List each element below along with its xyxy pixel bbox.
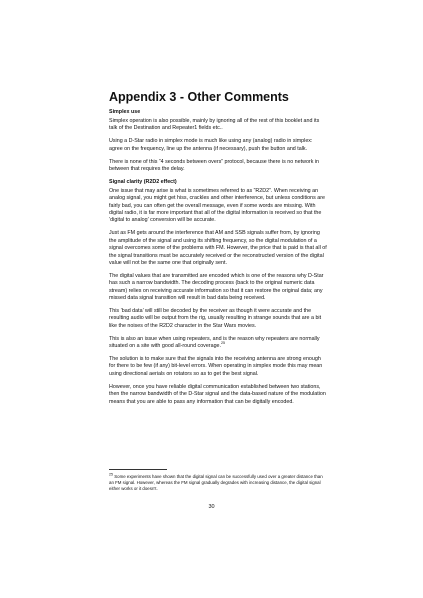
paragraph: The digital values that are transmitted are encoded which is one of the reasons why D-Star has such a narrow bandwidth. The decoding process (back to the original numeric data stream) relies on receiving accurate information so that it can restore the original data; any missed data signal transition will result in bad data being received. <box>109 272 324 302</box>
page-title: Appendix 3 - Other Comments <box>109 90 289 104</box>
paragraph: However, once you have reliable digital communication established between two stations, then the narrow bandwidth of the D-Star signal and the data-based nature of the modulation means that you are able to pass any information that can be digitally encoded. <box>109 383 326 405</box>
footnote-number: 25 <box>109 472 113 477</box>
paragraph: One issue that may arise is what is sometimes referred to as “R2D2”. When receiving an analog signal, you might get hiss, crackles and other interference, but unless conditions are fairly bad, you can often get the overall message, even if some words are missing. With digital radio, it is far more important that all of the digital information is received so that the ‘digital to analog’ conversion will be accurate. <box>109 187 325 224</box>
paragraph: This ‘bad data’ will still be decoded by the receiver as though it were accurate and the resulting audio will be output from the rig, usually resulting in strange sounds that are a bit like the noises of the R2D2 character in the Star Wars movies. <box>109 307 322 329</box>
section-heading-signal-clarity: Signal clarity (R2D2 effect) <box>109 178 177 185</box>
page-number: 30 <box>208 504 215 510</box>
page-body <box>109 109 327 411</box>
paragraph-text: This is also an issue when using repeaters, and is the reason why repeaters are normally situated on a site with good all-round coverage. <box>109 335 320 350</box>
footnote <box>109 474 327 492</box>
footnote-reference[interactable]: 25 <box>221 341 225 346</box>
paragraph-with-footnote <box>109 336 327 351</box>
footnote-divider <box>109 469 167 470</box>
footnote-text: Some experiments have shown that the digital signal can be successfully used over a greater distance than an FM signal. However, whereas the FM signal gradually degrades with increasing distance, the digital signal either works or it doesn't. <box>109 474 323 491</box>
paragraph: Just as FM gets around the interference that AM and SSB signals suffer from, by ignoring the amplitude of the signal and using its shifting frequency, so the digital modulation of a signal overcomes some of the problems with FM. However, the price that is paid is that all of the signal transitions must be accurately received or the reconstructed version of the digital value will not be the same one that originally sent. <box>109 230 327 266</box>
section-heading-simplex-use: Simplex use <box>109 109 141 115</box>
paragraph: The solution is to make sure that the signals into the receiving antenna are strong enough for there to be few (if any) bit-level errors. When operating in simplex mode this may mean using directional aerials on rotators so as to get the best signal. <box>109 355 323 377</box>
paragraph: Simplex operation is also possible, mainly by ignoring all of the rest of this booklet and its talk of the Destination and Repeater1 fields etc.. <box>109 117 320 132</box>
paragraph: There is none of this “4 seconds between overs” protocol, because there is no network in between that requires the delay. <box>109 158 320 172</box>
paragraph: Using a D-Star radio in simplex mode is much like using any (analog) radio in simplex: agree on the frequency, line up the antenna (if necessary), push the button and talk. <box>109 138 313 152</box>
